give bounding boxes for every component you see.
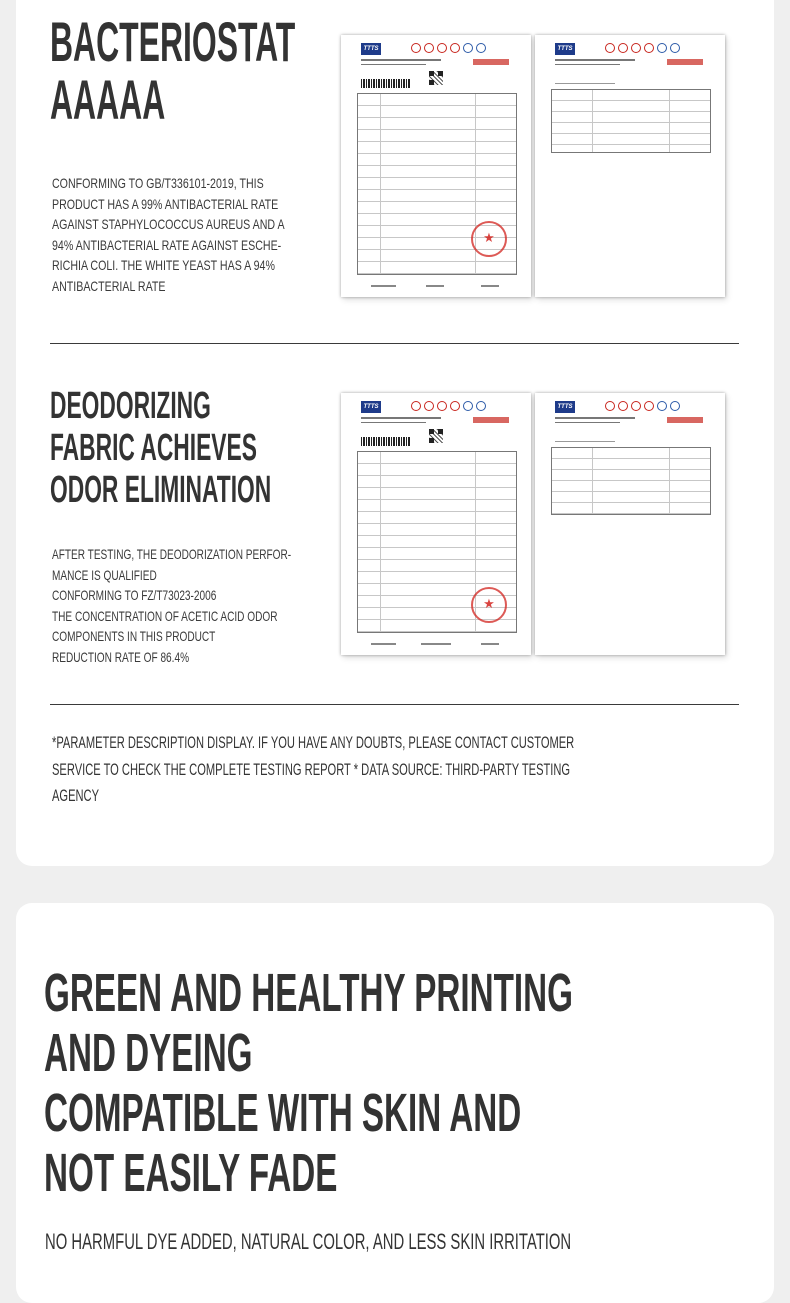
results-table xyxy=(551,89,711,153)
description-line: AFTER TESTING, THE DEODORIZATION PERFOR- xyxy=(52,546,292,562)
section-divider xyxy=(50,343,739,344)
disclaimer-note xyxy=(52,730,790,810)
signature xyxy=(421,643,451,645)
disclaimer-line: SERVICE TO CHECK THE COMPLETE TESTING REPORT * DATA SOURCE: THIRD-PARTY TESTING xyxy=(52,759,571,779)
heading-line: DEODORIZING xyxy=(50,385,211,427)
report-header-line xyxy=(555,83,615,84)
test-report-image xyxy=(535,393,725,655)
description-line: THE CONCENTRATION OF ACETIC ACID ODOR xyxy=(52,607,278,624)
signature xyxy=(371,285,396,287)
printing-heading xyxy=(44,963,790,1203)
test-report-image xyxy=(535,35,725,297)
bacteriostat-description xyxy=(52,173,358,296)
printing-subtext xyxy=(45,1228,790,1256)
description-line: AGAINST STAPHYLOCOCCUS AUREUS AND A xyxy=(52,216,285,232)
heading-line: ODOR ELIMINATION xyxy=(50,469,272,511)
report-header-line xyxy=(555,59,635,61)
signature xyxy=(481,643,499,645)
barcode xyxy=(361,79,411,88)
certification-marks xyxy=(605,401,680,411)
barcode xyxy=(361,437,411,446)
report-header-line xyxy=(555,64,620,65)
certification-marks xyxy=(605,43,680,53)
heading-line: FABRIC ACHIEVES xyxy=(50,427,257,469)
report-logo: TTTS xyxy=(361,43,381,55)
description-line: 94% ANTIBACTERIAL RATE AGAINST ESCHE- xyxy=(52,236,282,253)
heading-line: BACTERIOSTAT xyxy=(50,10,296,73)
certification-marks xyxy=(411,401,486,411)
description-line: ANTIBACTERIAL RATE xyxy=(52,277,166,294)
report-title xyxy=(667,59,703,65)
description-line: COMPONENTS IN THIS PRODUCT xyxy=(52,628,216,644)
test-report-card xyxy=(16,0,774,866)
certification-marks xyxy=(411,43,486,53)
report-title xyxy=(473,59,509,65)
test-report-image xyxy=(341,35,531,297)
section-divider xyxy=(50,704,739,705)
heading-line: NOT EASILY FADE xyxy=(44,1143,338,1203)
test-report-image xyxy=(341,393,531,655)
subtext-line: NO HARMFUL DYE ADDED, NATURAL COLOR, AND LESS SKIN IRRITATION xyxy=(45,1229,572,1254)
description-line: REDUCTION RATE OF 86.4% xyxy=(52,648,190,665)
official-seal-stamp xyxy=(471,221,507,257)
report-header-line xyxy=(361,417,441,419)
qr-code xyxy=(429,429,443,443)
heading-line: AND DYEING xyxy=(44,1023,253,1083)
disclaimer-line: AGENCY xyxy=(52,786,100,805)
report-logo: TTTS xyxy=(361,401,381,413)
report-header-line xyxy=(555,417,635,419)
report-header-line xyxy=(555,441,615,442)
deodorizing-description xyxy=(52,544,384,667)
description-line: CONFORMING TO GB/T336101-2019, THIS xyxy=(52,175,264,191)
signature xyxy=(371,643,396,645)
printing-dyeing-card xyxy=(16,903,774,1303)
disclaimer-line: *PARAMETER DESCRIPTION DISPLAY. IF YOU HAVE ANY DOUBTS, PLEASE CONTACT CUSTOMER xyxy=(52,733,575,752)
report-header-line xyxy=(555,422,620,423)
heading-line: COMPATIBLE WITH SKIN AND xyxy=(44,1083,522,1143)
report-logo: TTTS xyxy=(555,43,575,55)
qr-code xyxy=(429,71,443,85)
results-table xyxy=(551,447,711,515)
description-line: MANCE IS QUALIFIED xyxy=(52,566,157,583)
report-header-line xyxy=(361,422,426,423)
description-line: CONFORMING TO FZ/T73023-2006 xyxy=(52,587,217,603)
report-logo: TTTS xyxy=(555,401,575,413)
heading-line: AAAAA xyxy=(50,68,166,131)
report-header-line xyxy=(361,64,426,65)
signature xyxy=(481,285,499,287)
report-title xyxy=(473,417,509,423)
signature xyxy=(426,285,444,287)
heading-line: GREEN AND HEALTHY PRINTING xyxy=(44,963,573,1023)
report-header-line xyxy=(361,59,441,61)
report-title xyxy=(667,417,703,423)
description-line: PRODUCT HAS A 99% ANTIBACTERIAL RATE xyxy=(52,195,279,212)
official-seal-stamp xyxy=(471,587,507,623)
description-line: RICHIA COLI. THE WHITE YEAST HAS A 94% xyxy=(52,257,275,273)
